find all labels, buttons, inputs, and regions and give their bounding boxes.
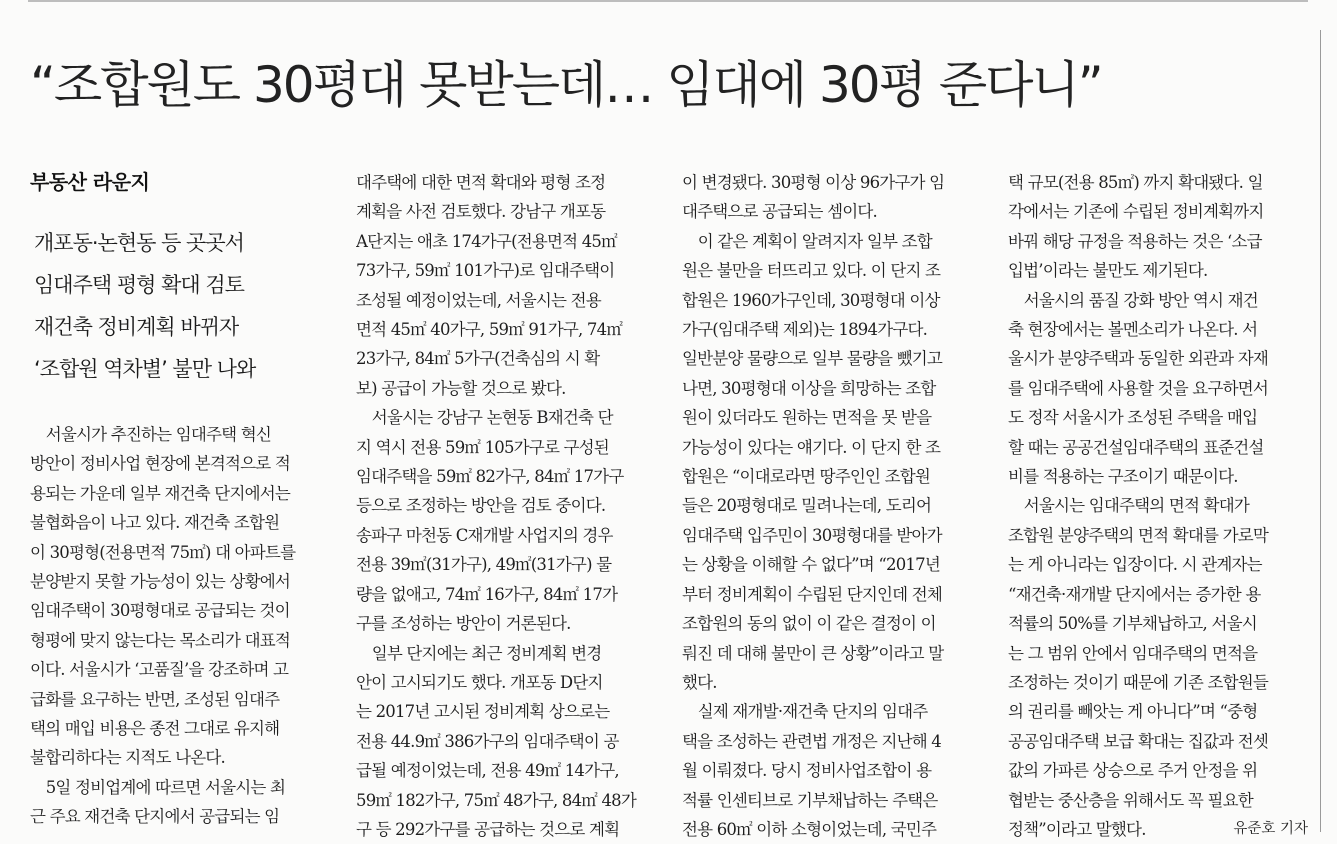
article-column-4 bbox=[1008, 168, 1308, 844]
body-text-line: 구 등 292가구를 공급하는 것으로 계획 bbox=[356, 819, 620, 839]
subheadline: 개포동·논현동 등 곳곳서 bbox=[34, 231, 244, 255]
body-text-line: 등으로 조정하는 방안을 검토 중이다. bbox=[356, 496, 606, 516]
section-label: 부동산 라운지 bbox=[30, 170, 150, 194]
body-text-line: 계획을 사전 검토했다. 강남구 개포동 bbox=[356, 202, 606, 222]
body-text-line: 량을 없애고, 74㎡ 16가구, 84㎡ 17가 bbox=[356, 584, 618, 604]
headline: “조합원도 30평대 못받는데… 임대에 30평 준다니” bbox=[30, 56, 1102, 114]
body-text-line: 합원은 “이대로라면 땅주인인 조합원 bbox=[682, 467, 931, 487]
body-text-line: 서울시의 품질 강화 방안 역시 재건 bbox=[1008, 290, 1258, 310]
body-text-line: 는 게 아니라는 입장이다. 시 관계자는 bbox=[1008, 555, 1262, 575]
body-text-line: 일부 단지에는 최근 정비계획 변경 bbox=[356, 643, 602, 663]
body-text-line: 임대주택이 30평형대로 공급되는 것이 bbox=[30, 601, 290, 621]
body-text-line: 축 현장에서는 볼멘소리가 나온다. 서 bbox=[1008, 320, 1258, 340]
body-text-line: 조정하는 것이기 때문에 기존 조합원들 bbox=[1008, 672, 1269, 692]
body-text-line: 값의 가파른 상승으로 주거 안정을 위 bbox=[1008, 761, 1258, 781]
subheadline: 재건축 정비계획 바뀌자 bbox=[34, 315, 239, 339]
body-text-line: 전용 39㎡(31가구), 49㎡(31가구) 물 bbox=[356, 555, 612, 575]
body-text-line: 안이 고시되기도 했다. 개포동 D단지 bbox=[356, 672, 603, 692]
body-text-line: 근 주요 재건축 단지에서 공급되는 임 bbox=[30, 807, 280, 827]
body-text-line: 할 때는 공공건설임대주택의 표준건설 bbox=[1008, 437, 1264, 457]
body-text-line: 임대주택 입주민이 30평형대를 받아가 bbox=[682, 525, 942, 545]
body-text-line: 임대주택을 59㎡ 82가구, 84㎡ 17가구 bbox=[356, 467, 624, 487]
subheadline-block bbox=[34, 222, 334, 390]
body-text-line: 부터 정비계획이 수립된 단지인데 전체 bbox=[682, 584, 943, 604]
body-text-line: 5일 정비업계에 따르면 서울시는 최 bbox=[30, 777, 286, 797]
column-rule bbox=[1320, 30, 1321, 832]
body-text-line: 이 같은 계획이 알려지자 일부 조합 bbox=[682, 231, 932, 251]
body-text-line: 전용 60㎡ 이하 소형이었는데, 국민주 bbox=[682, 819, 937, 839]
body-text-line: 이 변경됐다. 30평형 이상 96가구가 임 bbox=[682, 173, 945, 192]
body-text-line: 택의 매입 비용은 종전 그대로 유지해 bbox=[30, 719, 280, 739]
body-text-line: 분양받지 못할 가능성이 있는 상황에서 bbox=[30, 572, 291, 592]
body-text-line: 용되는 가운데 일부 재건축 단지에서는 bbox=[30, 483, 291, 503]
body-text-line: 뤄진 데 대해 불만이 큰 상황”이라고 말 bbox=[682, 643, 944, 663]
body-text-line: 가구(임대주택 제외)는 1894가구다. bbox=[682, 320, 928, 340]
body-text-line: 조합원 분양주택의 면적 확대를 가로막 bbox=[1008, 525, 1269, 545]
body-text-line: 원은 불만을 터뜨리고 있다. 이 단지 조 bbox=[682, 261, 941, 281]
body-text-line: 실제 재개발·재건축 단지의 임대주 bbox=[682, 702, 928, 722]
subheadline: ‘조합원 역차별’ 불만 나와 bbox=[34, 357, 256, 381]
body-text-line: 73가구, 59㎡ 101가구)로 임대주택이 bbox=[356, 261, 615, 281]
body-text-line: 송파구 마천동 C재개발 사업지의 경우 bbox=[356, 525, 613, 545]
body-text-line: 를 임대주택에 사용할 것을 요구하면서 bbox=[1008, 378, 1269, 398]
article-column-1 bbox=[30, 420, 330, 832]
body-text-line: 들은 20평형대로 밀려나는데, 도리어 bbox=[682, 496, 932, 516]
subheadline: 임대주택 평형 확대 검토 bbox=[34, 273, 244, 297]
body-text-line: 나면, 30평형대 이상을 희망하는 조합 bbox=[682, 378, 936, 398]
body-text-line: 도 정작 서울시가 조성된 주택을 매입 bbox=[1008, 408, 1258, 428]
body-text-line: A단지는 애초 174가구(전용면적 45㎡ bbox=[356, 231, 617, 251]
body-text-line: 원이 있더라도 원하는 면적을 못 받을 bbox=[682, 408, 932, 428]
body-text-line: 방안이 정비사업 현장에 본격적으로 적 bbox=[30, 454, 291, 474]
body-text-line: 불협화음이 나고 있다. 재건축 조합원 bbox=[30, 513, 280, 533]
body-text-line: 는 상황을 이해할 수 없다”며 “2017년 bbox=[682, 555, 940, 575]
article-column-3 bbox=[682, 168, 982, 844]
body-text-line: 각에서는 기존에 수립된 정비계획까지 bbox=[1008, 202, 1264, 222]
body-text-line: 서울시는 임대주택의 면적 확대가 bbox=[1008, 496, 1249, 516]
body-text-line: 가능성이 있다는 얘기다. 이 단지 한 조 bbox=[682, 437, 941, 457]
body-text-line: 협받는 중산층을 위해서도 꼭 필요한 bbox=[1008, 790, 1253, 810]
body-text-line: 59㎡ 182가구, 75㎡ 48가구, 84㎡ 48가 bbox=[356, 790, 636, 810]
body-text-line: 급화를 요구하는 반면, 조성된 임대주 bbox=[30, 689, 280, 709]
body-text-line: 구를 조성하는 방안이 거론된다. bbox=[356, 614, 571, 634]
body-text-line: 이 30평형(전용면적 75㎡) 대 아파트를 bbox=[30, 542, 296, 562]
body-text-line: 입법’이라는 불만도 제기된다. bbox=[1008, 261, 1208, 281]
body-text-line: 조성될 예정이었는데, 서울시는 전용 bbox=[356, 290, 601, 310]
body-text-line: 공공임대주택 보급 확대는 집값과 전셋 bbox=[1008, 731, 1269, 751]
body-text-line: 23가구, 84㎡ 5가구(건축심의 시 확 bbox=[356, 349, 600, 369]
body-text-line: 적률의 50%를 기부채납하고, 서울시 bbox=[1008, 614, 1257, 634]
body-text-line: 대주택에 대한 면적 확대와 평형 조정 bbox=[356, 173, 606, 192]
body-text-line: 택 규모(전용 85㎡) 까지 확대됐다. 일 bbox=[1008, 173, 1263, 192]
body-text-line: 이다. 서울시가 ‘고품질’을 강조하며 고 bbox=[30, 660, 289, 680]
body-text-line: 서울시는 강남구 논현동 B재건축 단 bbox=[356, 408, 613, 428]
body-text-line: 바꿔 해당 규정을 적용하는 것은 ‘소급 bbox=[1008, 231, 1262, 251]
body-text-line: 적률 인센티브로 기부채납하는 주택은 bbox=[682, 790, 938, 810]
body-text-line: 는 그 범위 안에서 임대주택의 면적을 bbox=[1008, 643, 1258, 663]
body-text-line: 택을 조성하는 관련법 개정은 지난해 4 bbox=[682, 731, 942, 751]
byline: 유준호 기자 bbox=[1233, 820, 1308, 837]
body-text-line: 합원은 1960가구인데, 30평형대 이상 bbox=[682, 290, 940, 310]
body-text-line: 대주택으로 공급되는 셈이다. bbox=[682, 202, 878, 222]
body-text-line: 지 역시 전용 59㎡ 105가구로 구성된 bbox=[356, 437, 609, 457]
body-text-line: 형평에 맞지 않는다는 목소리가 대표적 bbox=[30, 630, 291, 650]
article-column-2 bbox=[356, 168, 656, 844]
body-text-line: 비를 적용하는 구조이기 때문이다. bbox=[1008, 467, 1238, 487]
body-text-line: 면적 45㎡ 40가구, 59㎡ 91가구, 74㎡ bbox=[356, 320, 623, 340]
body-text-line: 정책”이라고 말했다. bbox=[1008, 819, 1146, 839]
body-text-line: 서울시가 추진하는 임대주택 혁신 bbox=[30, 425, 271, 444]
body-text-line: 일반분양 물량으로 일부 물량을 뺐기고 bbox=[682, 349, 943, 369]
body-text-line: 했다. bbox=[682, 672, 717, 692]
body-text-line: 보) 공급이 가능할 것으로 봤다. bbox=[356, 378, 566, 398]
body-text-line: 의 권리를 빼앗는 게 아니다”며 “중형 bbox=[1008, 702, 1258, 722]
body-text-line: 는 2017년 고시된 정비계획 상으로는 bbox=[356, 702, 610, 722]
body-text-line: “재건축·재개발 단지에서는 증가한 용 bbox=[1008, 584, 1261, 604]
body-text-line: 급될 예정이었는데, 전용 49㎡ 14가구, bbox=[356, 761, 619, 781]
body-text-line: 울시가 분양주택과 동일한 외관과 자재 bbox=[1008, 349, 1269, 369]
body-text-line: 월 이뤄졌다. 당시 정비사업조합이 용 bbox=[682, 761, 932, 781]
body-text-line: 조합원의 동의 없이 이 같은 결정이 이 bbox=[682, 614, 936, 634]
top-rule bbox=[28, 0, 1308, 2]
body-text-line: 불합리하다는 지적도 나온다. bbox=[30, 748, 226, 768]
body-text-line: 전용 44.9㎡ 386가구의 임대주택이 공 bbox=[356, 731, 619, 751]
